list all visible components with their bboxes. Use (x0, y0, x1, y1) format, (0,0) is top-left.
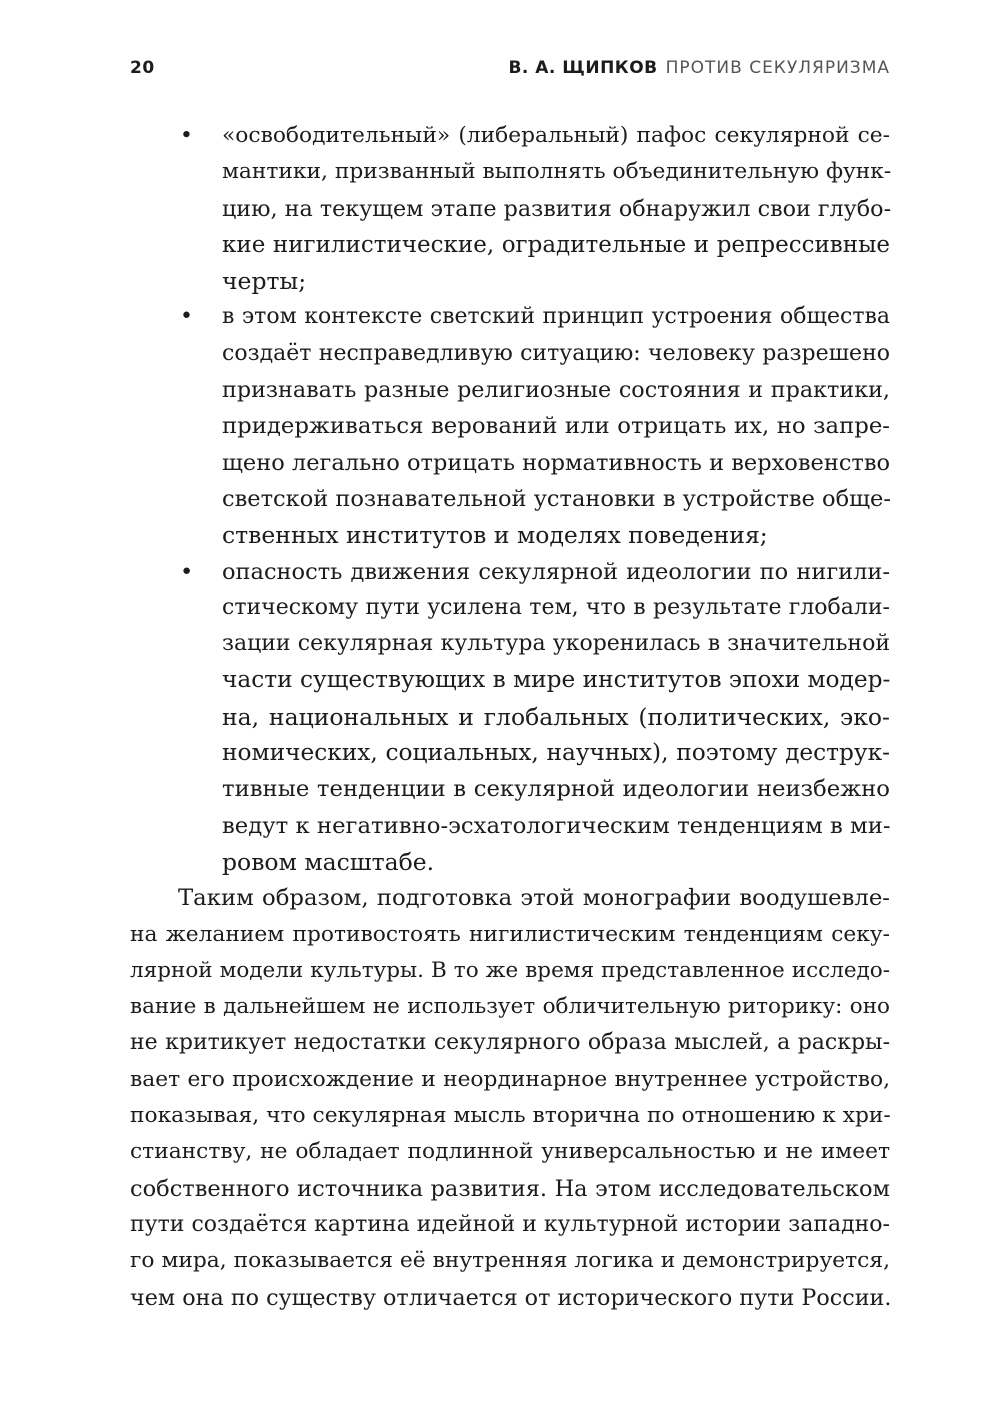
bullet-item-1 (130, 118, 890, 299)
running-header (130, 58, 890, 84)
text-line: • опасность движения секулярной идеологии по нигили- (130, 554, 890, 590)
page-number: 20 (130, 58, 155, 78)
text-line: признавать разные религиозные состояния и практики, (222, 377, 890, 404)
text-line: части существующих в мире институтов эпохи модер- (222, 666, 891, 694)
text-line: ственных институтов и моделях поведения; (222, 521, 768, 550)
text-line: го мира, показывается её внутренняя логика и демонстрируется, (130, 1248, 890, 1274)
book-title: ПРОТИВ СЕКУЛЯРИЗМА (665, 58, 890, 78)
text-line: пути создаётся картина идейной и культурной истории западно- (130, 1211, 890, 1237)
text-line: собственного источника развития. На этом исследовательском (130, 1175, 890, 1202)
text-line: придерживаться верований или отрицать их, но запре- (222, 413, 890, 440)
bullet-dot: • (180, 123, 193, 148)
text-line: • в этом контексте светский принцип устроения общества (130, 299, 890, 335)
text-line: тивные тенденции в секулярной идеологии неизбежно (222, 776, 890, 803)
text-line: стическому пути усилена тем, что в результате глобали- (222, 594, 890, 620)
text-line: лярной модели культуры. В то же время представленное исследо- (130, 957, 890, 983)
bullet-item-3 (130, 554, 890, 881)
text-line: светской познавательной установки в устройстве обще- (222, 485, 891, 512)
header-right (508, 58, 890, 78)
text-line: • «освободительный» (либеральный) пафос секулярной се- (130, 118, 890, 154)
text-line: на желанием противостоять нигилистическим тенденциям секу- (130, 921, 890, 947)
text-line: ведут к негативно-эсхатологическим тенденциям в ми- (222, 812, 891, 839)
text-line: стианству, не обладает подлинной универсальностью и не имеет (130, 1139, 890, 1165)
text-line: вает его происхождение и неординарное внутреннее устройство, (130, 1066, 890, 1092)
bullet-item-2 (130, 299, 890, 553)
body-text (130, 118, 890, 1316)
bullet-dot: • (180, 558, 194, 585)
paragraph-conclusion (130, 880, 890, 1316)
text-line: мантики, призванный выполнять объединительную функ- (222, 159, 892, 185)
text-line: вание в дальнейшем не использует обличительную риторику: оно (130, 994, 890, 1020)
text-line: черты; (222, 267, 307, 296)
author-name: В. А. ЩИПКОВ (508, 58, 658, 78)
text-line: кие нигилистические, оградительные и репрессивные (222, 231, 890, 258)
bullet-dot: • (180, 304, 193, 330)
text-line: цию, на текущем этапе развития обнаружил свои глубо- (222, 195, 892, 222)
text-line: ровом масштабе. (222, 847, 435, 876)
text-line: не критикует недостатки секулярного образа мыслей, а раскры- (130, 1030, 890, 1056)
text-line: щено легально отрицать нормативность и верховенство (222, 449, 891, 476)
text-line: номических, социальных, научных), поэтому деструк- (222, 739, 890, 767)
text-line: на, национальных и глобальных (политических, эко- (222, 702, 890, 731)
text-line: показывая, что секулярная мысль вторична по отношению к хри- (130, 1103, 891, 1129)
text-line: зации секулярная культура укоренилась в значительной (222, 631, 890, 657)
text-line: Таким образом, подготовка этой монографии воодушевле- (178, 885, 890, 912)
text-line: чем она по существу отличается от исторического пути России. (130, 1284, 892, 1311)
text-line: создаёт несправедливую ситуацию: человеку разрешено (222, 340, 890, 366)
